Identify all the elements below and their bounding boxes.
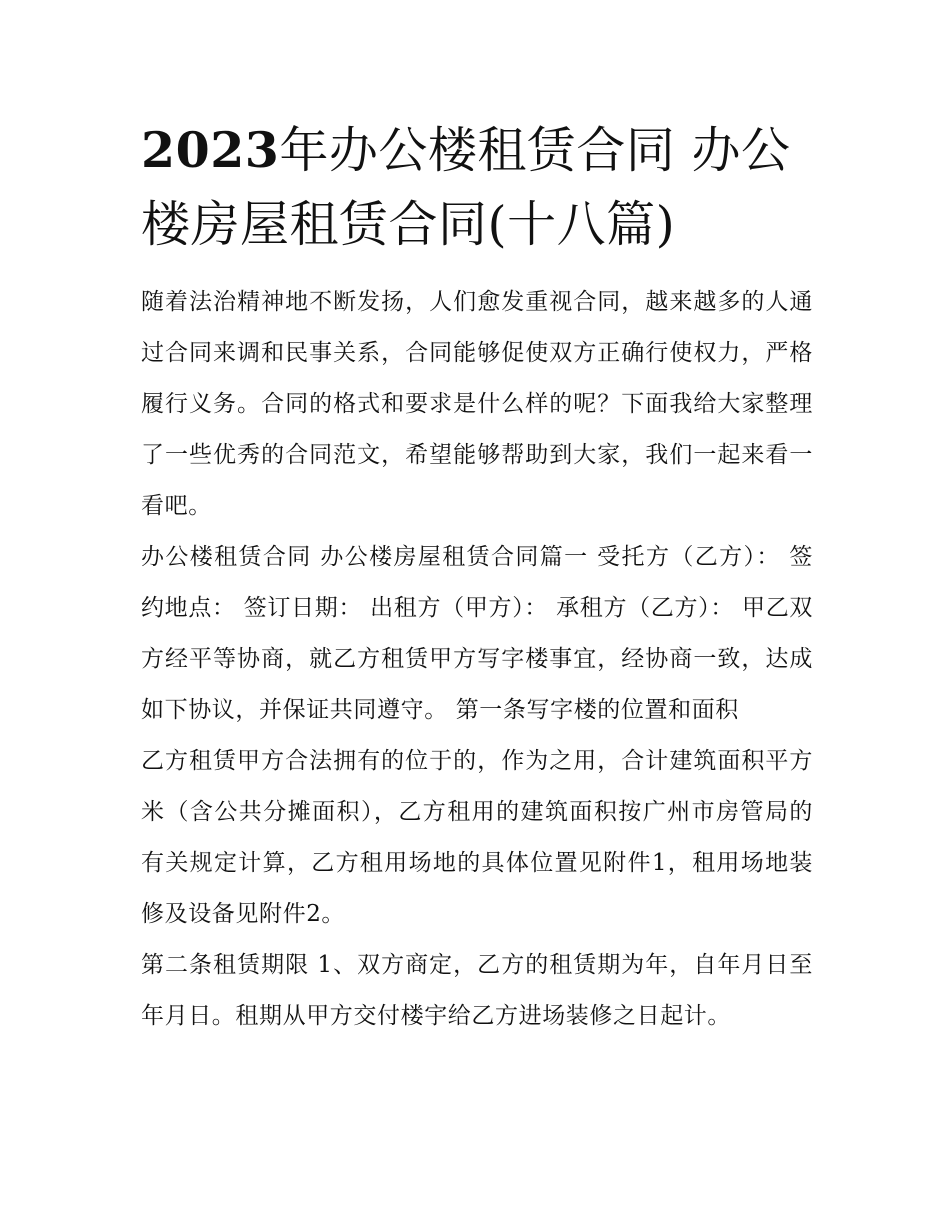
document-title [141,113,813,262]
title-year: 2023 [141,121,280,179]
contract-header-paragraph: 办公楼租赁合同 办公楼房屋租赁合同篇一 受托方（乙方）： 签约地点： 签订日期： 出租方（甲方）： 承租方（乙方）： 甲乙双方经平等协商，就乙方租赁甲方写字楼事宜，经协商一致，达成如下协议，并保证共同遵守。 第一条写字楼的位置和面积 [141,544,813,723]
document-content [141,113,813,1042]
intro-paragraph: 随着法治精神地不断发扬，人们愈发重视合同，越来越多的人通过合同来调和民事关系，合同能够促使双方正确行使权力，严格履行义务。合同的格式和要求是什么样的呢？下面我给大家整理了一些优秀的合同范文，希望能够帮助到大家，我们一起来看一看吧。 [141,289,813,519]
article-one-paragraph: 乙方租赁甲方合法拥有的位于的，作为之用，合计建筑面积平方米（含公共分摊面积），乙方租用的建筑面积按广州市房管局的有关规定计算，乙方租用场地的具体位置见附件1，租用场地装修及设备见附件2。 [141,748,813,927]
title-text: 年办公楼租赁合同 办公楼房屋租赁合同(十八篇) [141,122,791,253]
article-two-paragraph: 第二条租赁期限 1、双方商定，乙方的租赁期为年，自年月日至年月日。租期从甲方交付楼宇给乙方进场装修之日起计。 [141,952,813,1029]
document-body [141,277,813,1042]
